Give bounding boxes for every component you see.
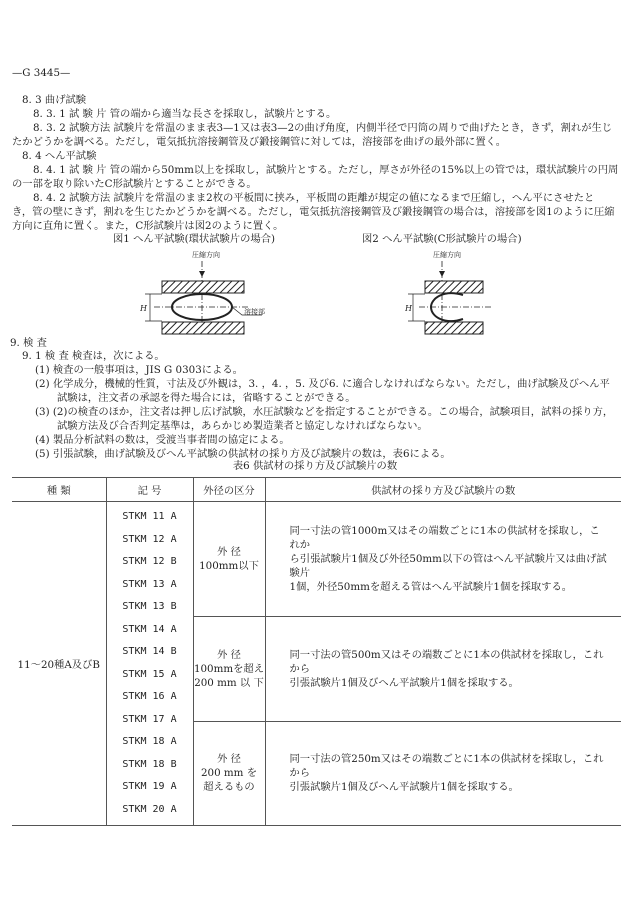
diameter-class-cell xyxy=(193,502,265,617)
desc-line: 1個，外径50mmを超える管はへん平試験片1個を採取する。 xyxy=(289,581,573,594)
code-item: STKM 15 A xyxy=(122,668,177,680)
class-line: 外 径 xyxy=(217,753,241,766)
code-item: STKM 16 A xyxy=(122,691,177,702)
codes-cell xyxy=(106,502,193,826)
desc-line: 同一寸法の管1000m又はその端数ごとに1本の供試材を採取し，これか xyxy=(289,525,600,552)
table-6 xyxy=(12,477,621,826)
figure-1-caption: 図1 へん平試験(環状試験片の場合) xyxy=(113,233,276,245)
code-item: STKM 12 A xyxy=(122,533,177,545)
figure-2-caption: 図2 へん平試験(C形試験片の場合) xyxy=(362,233,522,245)
figure-2-diagram xyxy=(405,245,505,335)
header-code: 記 号 xyxy=(106,478,193,502)
diameter-class-cell xyxy=(193,617,265,721)
inspection-item-4: (4) 製品分析試料の数は，受渡当事者間の協定による。 xyxy=(35,434,290,446)
inspection-item-5: (5) 引張試験，曲げ試験及びへん平試験の供試材の採り方及び試験片の数は，表6による。 xyxy=(35,448,451,460)
inspection-item-2: (2) 化学成分，機械的性質，寸法及び外観は，3. ，4. ，5. 及び6. に適合しなければならない。ただし，曲げ試験及びへん平 xyxy=(35,378,610,390)
header-sampling: 供試材の採り方及び試験片の数 xyxy=(265,478,621,502)
class-line: 200 mm 以 下 xyxy=(194,677,264,689)
inspection-item-1: (1) 検査の一般事項は，JIS G 0303による。 xyxy=(35,364,243,376)
code-item: STKM 17 A xyxy=(122,713,177,725)
code-item: STKM 18 A xyxy=(122,736,177,747)
section-9-heading: 9. 検 査 xyxy=(10,337,47,349)
section-8-3-2-cont: たかどうかを調べる。ただし，電気抵抗溶接鋼管及び鍛接鋼管に対しては，溶接部を曲げの最外部に置く。 xyxy=(12,136,507,148)
code-item: STKM 14 A xyxy=(122,623,177,635)
compression-direction-label: 圧縮方向 xyxy=(433,251,461,259)
code-item: STKM 20 A xyxy=(122,803,177,815)
desc-line: 引張試験片1個及びへん平試験片1個を採取する。 xyxy=(289,781,519,794)
desc-line: 引張試験片1個及びへん平試験片1個を採取する。 xyxy=(289,677,519,689)
section-8-4-1: 8. 4. 1 試 験 片 管の端から50mm以上を採取し，試験片とする。ただし，厚さが外径の15%以上の管では，環状試験片の円周 xyxy=(33,164,619,176)
class-line: 100mm以下 xyxy=(199,560,259,573)
code-item: STKM 14 B xyxy=(122,646,177,657)
inspection-item-2-cont: 試験は，注文者の承認を得た場合には，省略することができる。 xyxy=(57,392,356,404)
header-kind: 種 類 xyxy=(12,478,106,502)
section-8-4-1-cont: の一部を取り除いたC形試験片とすることができる。 xyxy=(12,178,257,190)
sampling-cell xyxy=(265,721,621,825)
class-line: 超えるもの xyxy=(203,781,255,794)
dimension-h-label: H xyxy=(140,304,147,313)
section-8-4: 8. 4 へん平試験 xyxy=(22,150,97,162)
section-8-4-2-cont2: 方向に直角に置く。また，C形試験片は図2のように置く。 xyxy=(12,220,284,232)
diameter-class-cell xyxy=(193,721,265,825)
section-8-4-2: 8. 4. 2 試験方法 試験片を常温のまま2枚の平板間に挟み，平板間の距離が規定の値になるまで圧縮し，へん平にさせたと xyxy=(33,192,595,204)
code-item: STKM 13 A xyxy=(122,578,177,590)
table-row xyxy=(12,502,621,617)
code-item: STKM 11 A xyxy=(122,511,177,522)
weld-label: 溶接部 xyxy=(244,308,265,316)
page-id: —G 3445— xyxy=(12,67,71,79)
table-header-row xyxy=(12,478,621,502)
class-line: 200 mm を xyxy=(200,767,258,780)
class-line: 外 径 xyxy=(217,649,241,661)
sampling-cell xyxy=(265,502,621,617)
section-8-3: 8. 3 曲げ試験 xyxy=(22,94,87,106)
compression-direction-label: 圧縮方向 xyxy=(192,251,220,259)
class-line: 100mmを超え xyxy=(193,663,265,675)
desc-line: ら引張試験片1個及び外径50mm以下の管はへん平試験片又は曲げ試験片 xyxy=(289,553,607,580)
desc-line: 同一寸法の管500m又はその端数ごとに1本の供試材を採取し，これから xyxy=(289,649,604,675)
kind-cell: 11〜20種A及びB xyxy=(12,502,106,826)
section-8-3-1: 8. 3. 1 試 験 片 管の端から適当な長さを採取し，試験片とする。 xyxy=(33,108,337,120)
code-item: STKM 18 B xyxy=(122,758,177,770)
code-item: STKM 13 B xyxy=(122,601,177,612)
class-line: 外 径 xyxy=(217,546,241,559)
desc-line: 同一寸法の管250m又はその端数ごとに1本の供試材を採取し，これから xyxy=(289,753,604,780)
section-9-1: 9. 1 検 査 検査は，次による。 xyxy=(22,350,165,362)
section-8-4-2-cont1: き，管の壁にきず，割れを生じたかどうかを調べる。ただし，電気抵抗溶接鋼管及び鍛接鋼管の場合は，溶接部を図1のように圧縮 xyxy=(12,206,615,218)
section-8-3-2: 8. 3. 2 試験方法 試験片を常温のまま表3—1又は表3—2の曲げ角度，内側半径で円筒の周りで曲げたとき，きず，割れが生じ xyxy=(33,122,613,134)
code-item: STKM 12 B xyxy=(122,556,177,567)
table-6-caption: 表6 供試材の採り方及び試験片の数 xyxy=(232,460,398,472)
header-diameter-class: 外径の区分 xyxy=(193,478,265,502)
dimension-h-label: H xyxy=(405,304,412,313)
figure-1-diagram xyxy=(140,245,300,335)
sampling-cell xyxy=(265,617,621,721)
code-item: STKM 19 A xyxy=(122,781,177,792)
inspection-item-3: (3) (2)の検査のほか，注文者は押し広げ試験，水圧試験などを指定することができる。この場合，試験項目，試料の採り方， xyxy=(35,406,614,418)
inspection-item-3-cont: 試験方法及び合否判定基準は，あらかじめ製造業者と協定しなければならない。 xyxy=(57,420,428,432)
